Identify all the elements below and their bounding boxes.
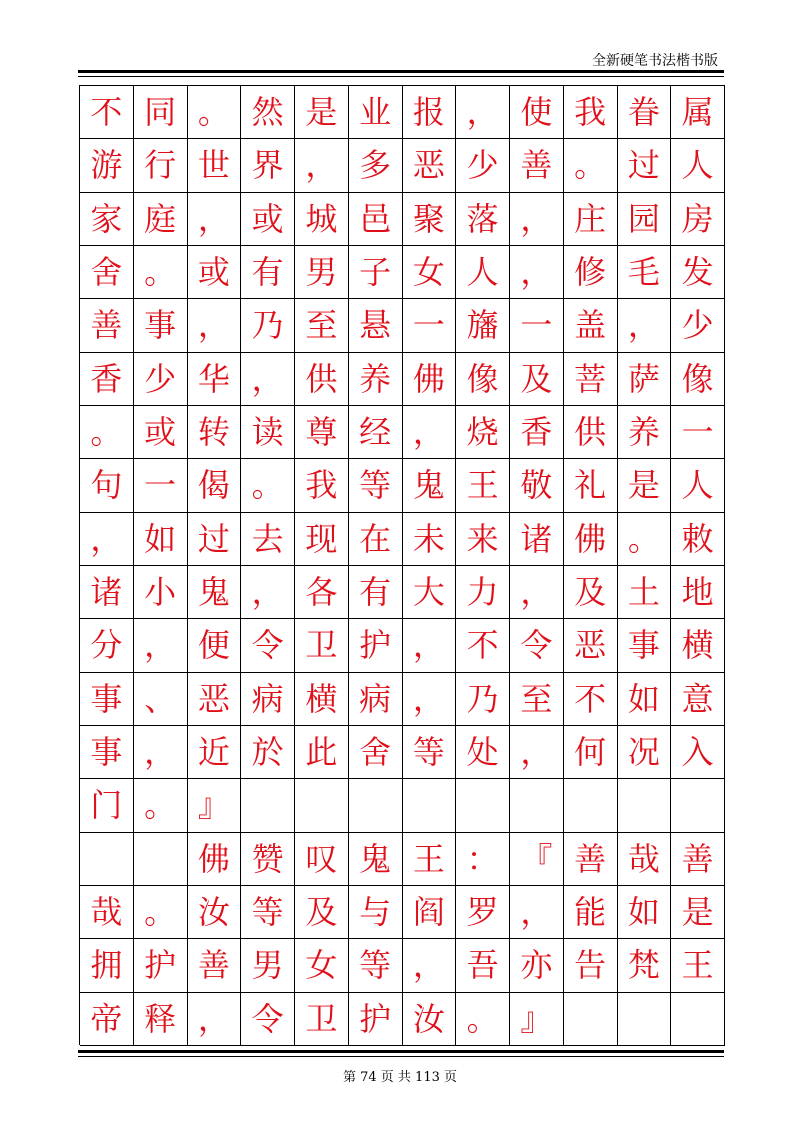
grid-cell: ， [134,619,188,672]
header-title: 全新硬笔书法楷书版 [592,53,718,69]
grid-row [80,193,725,246]
grid-cell: 。 [134,246,188,299]
grid-cell: 来 [456,513,510,566]
grid-cell: 释 [134,993,188,1046]
grid-cell: 是 [618,459,672,512]
grid-cell: 王 [456,459,510,512]
grid-cell: 房 [671,193,725,246]
grid-cell: 敬 [510,459,564,512]
grid-cell: 有 [241,246,295,299]
grid-cell: 萨 [618,353,672,406]
grid-cell: ， [188,299,242,352]
grid-cell: 游 [80,139,134,192]
grid-cell: 不 [456,619,510,672]
grid-cell: 佛 [564,513,618,566]
grid-cell: 』 [510,993,564,1046]
grid-cell: 』 [188,779,242,832]
grid-row [80,886,725,939]
grid-cell: 人 [671,139,725,192]
grid-cell [564,779,618,832]
grid-cell: 帝 [80,993,134,1046]
grid-cell: 王 [403,833,457,886]
grid-cell: 经 [349,406,403,459]
grid-cell: ， [403,673,457,726]
grid-cell: 落 [456,193,510,246]
grid-cell: 少 [456,139,510,192]
grid-cell: 子 [349,246,403,299]
grid-cell: 或 [188,246,242,299]
grid-cell: 去 [241,513,295,566]
grid-cell [403,779,457,832]
header-rule-thin [78,76,724,77]
grid-cell: 令 [241,619,295,672]
grid-cell: ： [456,833,510,886]
grid-cell: ， [510,193,564,246]
grid-cell: 恶 [403,139,457,192]
grid-cell: 事 [134,299,188,352]
grid-cell: 力 [456,566,510,619]
grid-cell: 诸 [510,513,564,566]
grid-row [80,513,725,566]
grid-cell: 邑 [349,193,403,246]
grid-cell: 。 [134,886,188,939]
grid-cell: 叹 [295,833,349,886]
grid-cell: 梵 [618,939,672,992]
grid-cell: 一 [671,406,725,459]
grid-cell: ， [188,193,242,246]
grid-cell: 此 [295,726,349,779]
grid-cell: 多 [349,139,403,192]
grid-cell: 事 [80,726,134,779]
grid-cell: 盖 [564,299,618,352]
grid-cell: 读 [241,406,295,459]
grid-cell: 女 [295,939,349,992]
grid-cell [134,833,188,886]
grid-cell: ， [80,513,134,566]
grid-row [80,993,725,1046]
grid-cell: 汝 [188,886,242,939]
page-number: 第 74 页 共 113 页 [342,1070,458,1085]
grid-row [80,566,725,619]
grid-cell [671,779,725,832]
grid-cell: 不 [80,86,134,139]
grid-cell: 供 [295,353,349,406]
grid-cell: 况 [618,726,672,779]
grid-cell [618,779,672,832]
grid-row [80,779,725,832]
grid-cell: 善 [80,299,134,352]
grid-cell: 礼 [564,459,618,512]
grid-cell: 事 [618,619,672,672]
grid-cell: 转 [188,406,242,459]
grid-cell: 何 [564,726,618,779]
grid-cell: 。 [134,779,188,832]
grid-cell [564,993,618,1046]
grid-cell: 令 [510,619,564,672]
grid-cell: 卫 [295,993,349,1046]
grid-cell: 、 [134,673,188,726]
grid-row [80,139,725,192]
grid-cell: ， [403,406,457,459]
grid-cell: 我 [564,86,618,139]
grid-cell: 是 [295,86,349,139]
grid-cell: 入 [671,726,725,779]
grid-row [80,726,725,779]
grid-cell: 过 [618,139,672,192]
grid-cell: 不 [564,673,618,726]
grid-cell: 赞 [241,833,295,886]
grid-cell: 行 [134,139,188,192]
header-rule-thick [78,70,724,73]
grid-cell: 於 [241,726,295,779]
grid-cell: 横 [671,619,725,672]
grid-cell: 。 [188,86,242,139]
grid-cell: 毛 [618,246,672,299]
grid-cell: 至 [295,299,349,352]
grid-cell: 有 [349,566,403,619]
grid-cell: 各 [295,566,349,619]
grid-cell: 。 [456,993,510,1046]
grid-cell: 等 [349,459,403,512]
grid-cell: 事 [80,673,134,726]
grid-cell [618,993,672,1046]
grid-cell: 同 [134,86,188,139]
grid-cell: 佛 [403,353,457,406]
grid-cell: 舍 [349,726,403,779]
grid-cell: 卫 [295,619,349,672]
grid-cell: 或 [134,406,188,459]
grid-cell: ， [403,939,457,992]
grid-cell: 菩 [564,353,618,406]
grid-cell: 便 [188,619,242,672]
grid-cell [456,779,510,832]
grid-cell: 鬼 [403,459,457,512]
grid-cell: 至 [510,673,564,726]
grid-cell: 近 [188,726,242,779]
grid-cell: 等 [349,939,403,992]
grid-cell: ， [618,299,672,352]
grid-cell: 供 [564,406,618,459]
grid-cell: 偈 [188,459,242,512]
grid-cell: 报 [403,86,457,139]
grid-row [80,353,725,406]
grid-cell: 然 [241,86,295,139]
grid-cell: 业 [349,86,403,139]
grid-cell: 病 [349,673,403,726]
grid-cell: 未 [403,513,457,566]
grid-cell: ， [241,353,295,406]
grid-cell: 人 [671,459,725,512]
grid-cell: 养 [349,353,403,406]
grid-cell: 。 [564,139,618,192]
grid-row [80,86,725,139]
grid-cell: 分 [80,619,134,672]
grid-cell: 护 [134,939,188,992]
grid-cell: 亦 [510,939,564,992]
grid-cell: ， [510,246,564,299]
grid-cell: 护 [349,993,403,1046]
grid-cell: 病 [241,673,295,726]
grid-cell [80,833,134,886]
grid-cell: 眷 [618,86,672,139]
grid-cell: 发 [671,246,725,299]
grid-row [80,833,725,886]
grid-cell: 等 [403,726,457,779]
grid-cell: 世 [188,139,242,192]
grid-cell: 与 [349,886,403,939]
character-grid [79,85,725,1045]
grid-cell: 大 [403,566,457,619]
grid-cell: 哉 [618,833,672,886]
grid-cell: 过 [188,513,242,566]
grid-cell: 我 [295,459,349,512]
grid-cell: 修 [564,246,618,299]
grid-cell: 佛 [188,833,242,886]
grid-cell: ， [456,86,510,139]
grid-cell [671,993,725,1046]
grid-cell: 人 [456,246,510,299]
grid-cell: ， [510,726,564,779]
grid-cell: 城 [295,193,349,246]
grid-cell: 属 [671,86,725,139]
grid-cell: 汝 [403,993,457,1046]
grid-cell: 及 [564,566,618,619]
grid-cell: 旛 [456,299,510,352]
grid-cell: 门 [80,779,134,832]
grid-cell: 恶 [188,673,242,726]
grid-cell: 。 [80,406,134,459]
grid-cell: 鬼 [188,566,242,619]
grid-cell [510,779,564,832]
grid-cell: 家 [80,193,134,246]
grid-cell: 香 [80,353,134,406]
grid-cell: 善 [671,833,725,886]
grid-cell: 善 [188,939,242,992]
grid-cell: 令 [241,993,295,1046]
grid-cell: 等 [241,886,295,939]
grid-cell: 庄 [564,193,618,246]
grid-cell: 像 [671,353,725,406]
grid-row [80,459,725,512]
grid-cell: 王 [671,939,725,992]
grid-cell: 告 [564,939,618,992]
grid-cell: 如 [134,513,188,566]
grid-cell: 意 [671,673,725,726]
grid-cell: ， [188,993,242,1046]
grid-cell: 土 [618,566,672,619]
grid-cell: 园 [618,193,672,246]
grid-cell: 拥 [80,939,134,992]
grid-cell: 使 [510,86,564,139]
grid-cell: 一 [510,299,564,352]
grid-cell: 小 [134,566,188,619]
grid-cell: ， [510,566,564,619]
grid-cell: 男 [241,939,295,992]
grid-cell: 。 [618,513,672,566]
grid-cell: 及 [510,353,564,406]
grid-cell: 男 [295,246,349,299]
grid-cell: 句 [80,459,134,512]
grid-cell: 乃 [241,299,295,352]
grid-cell: 现 [295,513,349,566]
grid-cell: 养 [618,406,672,459]
grid-cell: 护 [349,619,403,672]
grid-cell: 聚 [403,193,457,246]
grid-cell: ， [134,726,188,779]
grid-cell: 横 [295,673,349,726]
grid-cell: 如 [618,673,672,726]
grid-cell: 如 [618,886,672,939]
grid-cell: ， [510,886,564,939]
grid-cell: 。 [241,459,295,512]
grid-cell: 吾 [456,939,510,992]
grid-cell: 少 [134,353,188,406]
grid-cell: 善 [564,833,618,886]
grid-cell: ， [295,139,349,192]
grid-cell: 女 [403,246,457,299]
grid-row [80,299,725,352]
grid-cell: 悬 [349,299,403,352]
grid-row [80,406,725,459]
grid-cell: 哉 [80,886,134,939]
grid-cell: 少 [671,299,725,352]
grid-cell [349,779,403,832]
grid-cell: 敕 [671,513,725,566]
grid-cell: ， [403,619,457,672]
grid-cell: 鬼 [349,833,403,886]
grid-cell: 罗 [456,886,510,939]
grid-cell: 地 [671,566,725,619]
grid-cell: 乃 [456,673,510,726]
grid-cell: 庭 [134,193,188,246]
grid-row [80,619,725,672]
grid-cell [241,779,295,832]
grid-cell: 『 [510,833,564,886]
grid-cell: 或 [241,193,295,246]
grid-cell: 处 [456,726,510,779]
grid-cell: 界 [241,139,295,192]
grid-cell: 恶 [564,619,618,672]
footer-rule-thin [78,1056,724,1057]
grid-cell: 华 [188,353,242,406]
grid-cell [295,779,349,832]
grid-row [80,673,725,726]
grid-cell: 阎 [403,886,457,939]
grid-cell: 诸 [80,566,134,619]
grid-row [80,246,725,299]
grid-row [80,939,725,992]
grid-cell: 一 [403,299,457,352]
grid-cell: 香 [510,406,564,459]
grid-cell: ， [241,566,295,619]
grid-cell: 烧 [456,406,510,459]
grid-cell: 是 [671,886,725,939]
grid-cell: 舍 [80,246,134,299]
grid-cell: 能 [564,886,618,939]
footer-rule-thick [78,1050,724,1053]
grid-cell: 尊 [295,406,349,459]
grid-cell: 一 [134,459,188,512]
grid-cell: 及 [295,886,349,939]
grid-cell: 像 [456,353,510,406]
grid-cell: 在 [349,513,403,566]
grid-cell: 善 [510,139,564,192]
